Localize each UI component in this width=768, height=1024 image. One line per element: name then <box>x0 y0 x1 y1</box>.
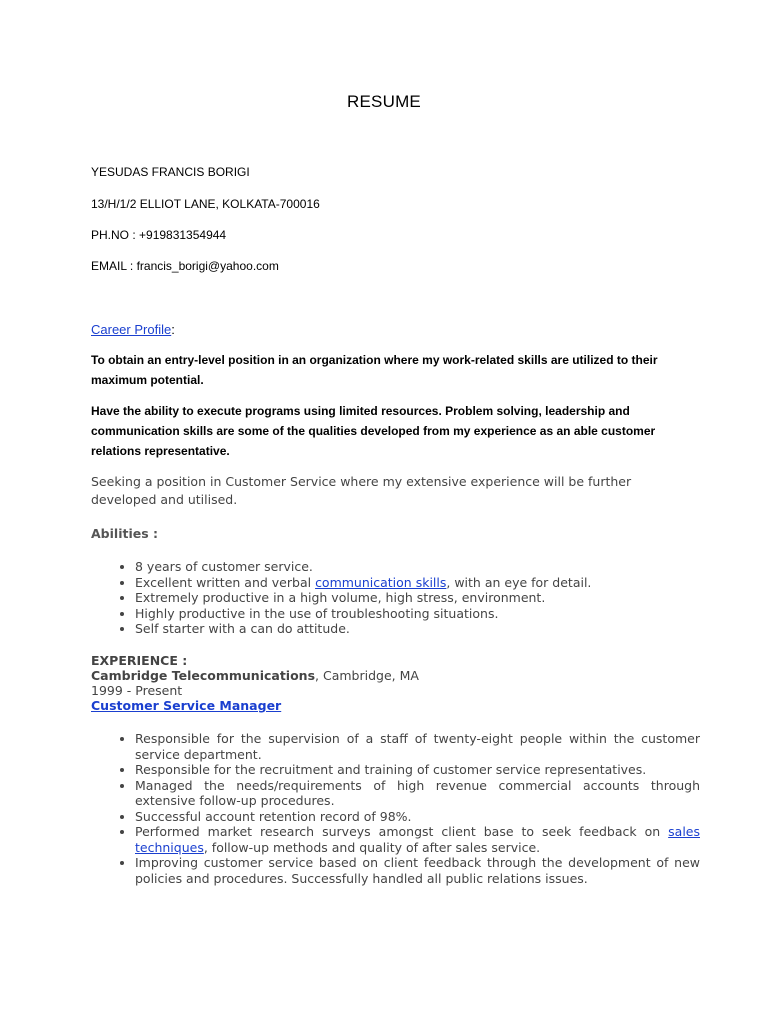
list-item: • Managed the needs/requirements of high revenue commercial accounts through extensive follow-up procedures. <box>135 778 700 809</box>
candidate-name: YESUDAS FRANCIS BORIGI <box>91 165 250 179</box>
communication-skills-link[interactable]: communication skills <box>315 574 447 590</box>
abilities-list <box>113 559 591 637</box>
list-item: • Extremely productive in a high volume, high stress, environment. <box>135 590 591 606</box>
candidate-address: 13/H/1/2 ELLIOT LANE, KOLKATA-700016 <box>91 197 320 211</box>
list-item <box>135 824 700 855</box>
list-item: • Responsible for the supervision of a staff of twenty-eight people within the customer service department. <box>135 731 700 762</box>
experience-period: 1999 - Present <box>91 683 183 698</box>
list-item: • Highly productive in the use of troubleshooting situations. <box>135 606 591 622</box>
candidate-phone: PH.NO : +919831354944 <box>91 228 227 242</box>
career-abilities-paragraph: Have the ability to execute programs using limited resources. Problem solving, leadership and communication skills are some of the qualities developed from my experience as an able customer relations representative. <box>91 404 656 458</box>
list-item: • Responsible for the recruitment and training of customer service representatives. <box>135 762 700 778</box>
career-seeking-paragraph: Seeking a position in Customer Service where my extensive experience will be further developed and utilised. <box>91 474 632 507</box>
list-item: • Self starter with a can do attitude. <box>135 621 591 637</box>
career-objective-paragraph: To obtain an entry-level position in an organization where my work-related skills are utilized to their maximum potential. <box>91 353 658 387</box>
career-profile-link[interactable]: Career Profile <box>91 322 172 337</box>
document-title: RESUME <box>347 92 421 111</box>
job-role-link[interactable]: Customer Service Manager <box>91 698 282 713</box>
duties-list <box>113 731 700 886</box>
abilities-heading: Abilities : <box>91 526 159 541</box>
experience-company-line <box>91 668 419 683</box>
list-item-text: Performed market research surveys amongst client base to seek feedback on <box>135 824 669 839</box>
list-item <box>135 575 591 591</box>
list-item-text: Excellent written and verbal <box>135 574 316 590</box>
list-item-text: , with an eye for detail. <box>446 574 592 590</box>
list-item: • Improving customer service based on client feedback through the development of new policies and procedures. Successfully handled all public relations issues. <box>135 855 700 886</box>
career-profile-colon: : <box>171 322 175 337</box>
company-name: Cambridge Telecommunications <box>91 668 316 683</box>
list-item: • Successful account retention record of 98%. <box>135 809 700 825</box>
candidate-email: EMAIL : francis_borigi@yahoo.com <box>91 259 279 273</box>
company-location: , Cambridge, MA <box>315 668 419 683</box>
experience-heading: EXPERIENCE : <box>91 653 188 668</box>
list-item: • 8 years of customer service. <box>135 559 591 575</box>
list-item-text: , follow-up methods and quality of after sales service. <box>203 839 541 855</box>
sales-techniques-link[interactable]: sales techniques <box>135 824 700 855</box>
career-profile-heading <box>91 322 175 337</box>
experience-block <box>91 653 419 713</box>
